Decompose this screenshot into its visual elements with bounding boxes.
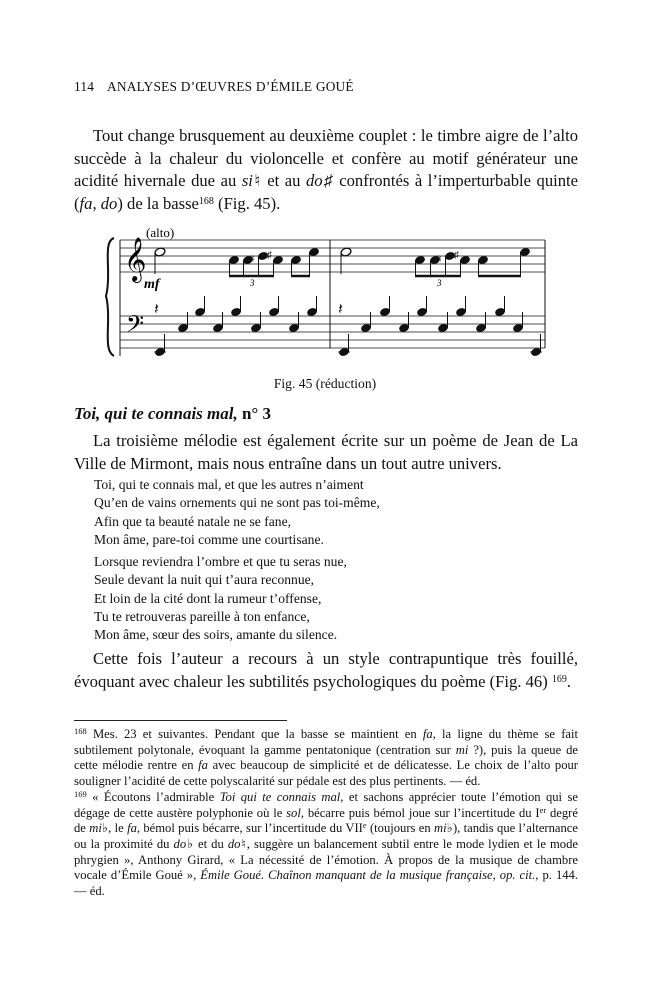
text-run: mi♭	[434, 821, 453, 836]
superscript: er	[539, 804, 547, 815]
text-run: ,	[92, 193, 101, 213]
text-run: ?), puis la queue de cette mélodie rentre en	[74, 742, 578, 773]
text-run: sol	[286, 805, 301, 820]
poem-line: Mon âme, pare-toi comme une courtisane.	[94, 531, 324, 547]
footnote-number: 168	[74, 726, 87, 736]
footnote-168	[74, 727, 578, 790]
running-title: ANALYSES D’ŒUVRES D’ÉMILE GOUÉ	[107, 79, 354, 94]
text-run: , p. 144. — éd.	[74, 868, 578, 899]
text-run: Cette fois l’auteur a recours à un style contrapuntique très fouillé, évoquant avec chaleur les subtilités psychologiques du poème (Fig. 46)	[74, 649, 578, 691]
poem-stanza-1	[94, 476, 380, 549]
note-do2: do	[100, 193, 118, 213]
instrument-label: (alto)	[146, 228, 175, 240]
poem-line: Qu’en de vains ornements qui ne sont pas toi-même,	[94, 495, 380, 511]
text-run: Toi qui te connais mal	[219, 789, 341, 804]
brace	[106, 238, 114, 356]
footnotes	[74, 727, 578, 900]
paragraph-intro	[74, 430, 578, 475]
text-run: , et sachons apprécier toute l’émotion qui se dégage de cette austère polyphonie où le	[74, 789, 578, 820]
poem-line: Lorsque reviendra l’ombre et que tu seras nue,	[94, 554, 347, 569]
treble-clef: 𝄞	[124, 237, 147, 281]
footnote-separator	[74, 720, 287, 721]
paragraph-contrapuntal	[74, 648, 578, 693]
paragraph-contrapuntal-text	[74, 648, 578, 693]
score-svg	[100, 228, 550, 368]
triplet-label-2: 3	[437, 278, 442, 288]
running-header	[74, 79, 354, 95]
text-run: fa	[127, 821, 137, 836]
text-run: avec beaucoup de simplicité et de délicatesse. Le choix de l’alto pour souligner l’acidité de cette polyscalarité sur pédale est des plus pertinents. — éd.	[74, 758, 578, 789]
text-run: mi♭	[89, 821, 109, 836]
note-fa: fa	[79, 193, 93, 213]
paragraph-couplet	[74, 125, 578, 215]
bass-staff	[120, 316, 545, 348]
text-run: fa	[198, 758, 208, 773]
bass-clef: 𝄢	[126, 310, 145, 343]
bass-notes-m1	[154, 296, 317, 357]
svg-text:𝄽: 𝄽	[154, 301, 159, 318]
poem-line: Toi, qui te connais mal, et que les autres n’aiment	[94, 477, 364, 492]
text-run: , la ligne du thème se fait subtilement polytonale, évoquant la gamme pentatonique (centration sur	[74, 727, 578, 757]
svg-text:♮: ♮	[438, 254, 442, 265]
music-figure	[100, 228, 550, 368]
poem-line: Seule devant la nuit qui t’aura reconnue,	[94, 572, 315, 588]
footnote-ref-168[interactable]: 168	[198, 195, 214, 207]
paragraph-intro-text: La troisième mélodie est également écrite sur un poème de Jean de La Ville de Mirmont, mais nous entraîne dans un tout autre univers.	[74, 431, 578, 473]
text-run: , suggère un balancement subtil entre le mode lydien et le mode phrygien », Anthony Girard, « La nécessité de l’émotion. À propos de la musique de chambre vocale d’Émile Goué »,	[74, 836, 578, 883]
svg-text:♯: ♯	[267, 250, 272, 261]
text-run: et au	[261, 171, 306, 190]
text-run: (Fig. 45).	[213, 193, 281, 213]
text-run: (toujours en	[366, 821, 435, 836]
triplet-label-1: 3	[250, 278, 255, 288]
page-number: 114	[74, 79, 95, 94]
footnote-ref-169[interactable]: 169	[551, 673, 567, 685]
text-run: degré de	[74, 805, 578, 836]
text-run: do♭	[173, 836, 194, 851]
text-run: , bémol puis bécarre, sur l’incertitude du VII	[136, 821, 363, 836]
text-run: fa	[422, 727, 433, 741]
text-run: « Écoutons l’admirable	[86, 789, 220, 804]
note-do: do♯	[305, 171, 334, 190]
figure-caption: Fig. 45 (réduction)	[273, 376, 377, 391]
poem-line: Et loin de la cité dont la rumeur t’offense,	[94, 590, 322, 606]
poem-line: Tu te retrouveras pareille à ton enfance,	[94, 608, 310, 624]
paragraph-couplet-text	[74, 125, 578, 215]
text-run: Mes. 23 et suivantes. Pendant que la basse se maintient en	[86, 727, 423, 741]
text-run: Tout change brusquement au deuxième couplet : le timbre aigre de l’alto succède à la chaleur du violoncelle et confère au motif générateur une acidité hivernale due au	[74, 126, 578, 190]
poem-stanza-2	[94, 553, 347, 644]
superscript: e	[362, 820, 367, 831]
text-run: ,	[492, 868, 500, 883]
note-si: si♮	[241, 171, 262, 190]
text-run: et du	[193, 836, 228, 851]
poem-line: Mon âme, sœur des soirs, amante du silence.	[94, 627, 338, 643]
dynamic-mark: mf	[144, 277, 160, 292]
text-run: , bécarre puis bémol joue sur l’incertitude du I	[300, 805, 540, 820]
svg-text:♮: ♮	[251, 254, 255, 265]
svg-text:♯: ♯	[454, 250, 459, 261]
text-run: confrontés à l’imperturbable quinte (	[74, 171, 579, 213]
section-heading-italic: Toi, qui te connais mal,	[74, 404, 238, 423]
text-run: , le	[108, 821, 128, 836]
text-run: ), tandis que l’alternance ou la proximité du	[74, 821, 578, 851]
text-run: do♮	[227, 836, 247, 851]
svg-text:𝄽: 𝄽	[338, 301, 343, 318]
section-heading	[74, 404, 271, 424]
poem-line: Afin que ta beauté natale ne se fane,	[94, 513, 292, 529]
treble-staff	[120, 240, 545, 272]
section-heading-number: n° 3	[237, 404, 271, 423]
text-run: mi	[455, 742, 469, 757]
text-run: op. cit.	[499, 868, 536, 883]
text-run: Émile Goué. Chaînon manquant de la musique française	[200, 868, 493, 883]
footnote-number: 169	[74, 788, 87, 799]
bass-notes-m2	[338, 296, 542, 357]
text-run: .	[566, 671, 572, 691]
text-run: ) de la basse	[117, 193, 199, 213]
footnote-169	[74, 790, 578, 900]
